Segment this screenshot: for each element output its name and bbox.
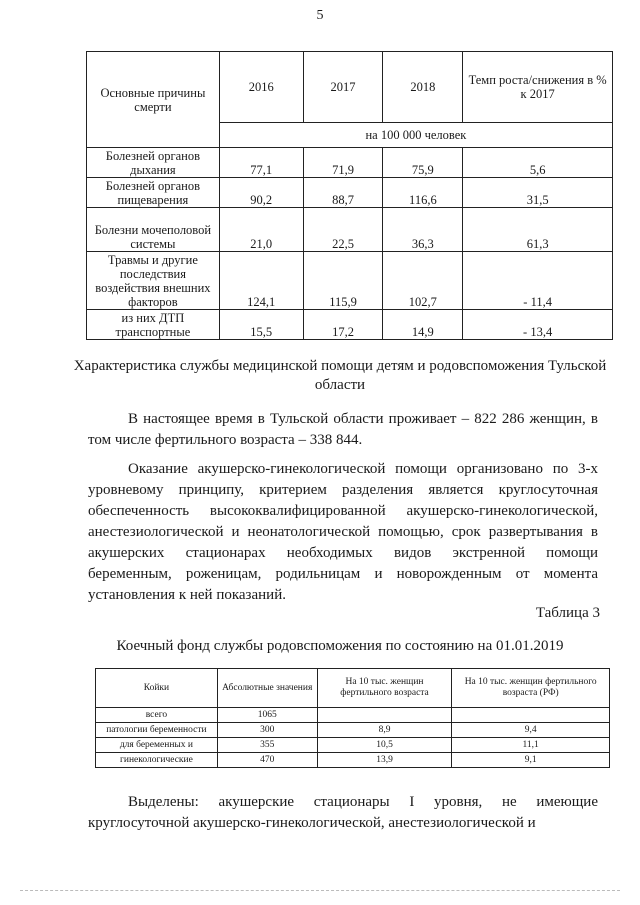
value-cell: 355 (217, 738, 317, 753)
value-cell: 17,2 (303, 310, 383, 340)
value-cell: 77,1 (219, 148, 303, 178)
value-cell: 9,4 (452, 723, 610, 738)
bed-type-cell: гинекологические (96, 753, 218, 768)
page-number: 5 (316, 8, 324, 23)
rate-cell: - 11,4 (463, 252, 613, 310)
header-2016: 2016 (219, 52, 303, 123)
cause-cell: из них ДТП транспортные (87, 310, 220, 340)
paragraph-text: В настоящее время в Тульской области проживает – 822 286 женщин, в том числе фертильного возраста – 338 844. (88, 411, 598, 448)
rate-cell: 5,6 (463, 148, 613, 178)
value-cell: 13,9 (317, 753, 452, 768)
value-cell: 90,2 (219, 178, 303, 208)
value-cell: 21,0 (219, 208, 303, 252)
rate-cell: 61,3 (463, 208, 613, 252)
header-cause: Основные причины смерти (87, 52, 220, 148)
cause-cell: Болезней органов дыхания (87, 148, 220, 178)
table-row (96, 723, 610, 738)
value-cell: 10,5 (317, 738, 452, 753)
paragraph-text: Оказание акушерско-гинекологической помощи организовано по 3-х уровневому принципу, критерием разделения является круглосуточная обеспеченность высококвалифицированной акушерско-гинекологической, анестезиологической и неонатологической помощью, срок развертывания в акушерских стационарах необходимых видов экстренной помощи беременным, роженицам, родильницам и новорожденным от момента установления к ней показаний. (88, 461, 598, 603)
page-edge-divider (20, 890, 620, 891)
value-cell: 15,5 (219, 310, 303, 340)
value-cell: 124,1 (219, 252, 303, 310)
table-header-row (96, 669, 610, 708)
rate-cell: - 13,4 (463, 310, 613, 340)
header-absolute: Абсолютные значения (217, 669, 317, 708)
bed-type-cell: всего (96, 708, 218, 723)
table-row (96, 708, 610, 723)
value-cell: 8,9 (317, 723, 452, 738)
value-cell (317, 708, 452, 723)
section-title: Характеристика службы медицинской помощи детям и родовспоможения Тульской области (73, 358, 607, 393)
value-cell: 75,9 (383, 148, 463, 178)
table-row (87, 252, 613, 310)
bed-type-cell: патологии беременности (96, 723, 218, 738)
paragraph-text: Выделены: акушерские стационары I уровня, не имеющие круглосуточной акушерско-гинекологической, анестезиологической и (88, 794, 598, 831)
value-cell: 22,5 (303, 208, 383, 252)
header-2018: 2018 (383, 52, 463, 123)
bed-fund-table (95, 668, 610, 768)
rate-cell: 31,5 (463, 178, 613, 208)
value-cell: 470 (217, 753, 317, 768)
value-cell: 300 (217, 723, 317, 738)
header-rate: Темп роста/снижения в % к 2017 (463, 52, 613, 123)
value-cell: 14,9 (383, 310, 463, 340)
value-cell: 9,1 (452, 753, 610, 768)
value-cell: 11,1 (452, 738, 610, 753)
cause-cell: Болезни мочеполовой системы (87, 208, 220, 252)
header-2017: 2017 (303, 52, 383, 123)
table-row (87, 148, 613, 178)
value-cell (452, 708, 610, 723)
table-row (96, 753, 610, 768)
value-cell: 115,9 (303, 252, 383, 310)
value-cell: 116,6 (383, 178, 463, 208)
value-cell: 36,3 (383, 208, 463, 252)
bed-type-cell: для беременных и (96, 738, 218, 753)
cause-cell: Травмы и другие последствия воздействия внешних факторов (87, 252, 220, 310)
cause-cell: Болезней органов пищеварения (87, 178, 220, 208)
table-row (87, 208, 613, 252)
table-header-row (87, 52, 613, 123)
header-per10k-rf: На 10 тыс. женщин фертильного возраста (РФ) (452, 669, 610, 708)
paragraph-levels (88, 792, 598, 834)
header-beds: Койки (96, 669, 218, 708)
paragraph-care-levels (88, 459, 598, 606)
mortality-table (86, 51, 613, 340)
units-cell: на 100 000 человек (219, 123, 612, 148)
header-per10k: На 10 тыс. женщин фертильного возраста (317, 669, 452, 708)
value-cell: 1065 (217, 708, 317, 723)
table-row (87, 310, 613, 340)
table-caption: Таблица 3 (535, 605, 600, 621)
paragraph-population (88, 409, 598, 451)
table-row (96, 738, 610, 753)
value-cell: 88,7 (303, 178, 383, 208)
table-row (87, 178, 613, 208)
table2-title: Коечный фонд службы родовспоможения по состоянию на 01.01.2019 (116, 638, 564, 654)
value-cell: 71,9 (303, 148, 383, 178)
value-cell: 102,7 (383, 252, 463, 310)
